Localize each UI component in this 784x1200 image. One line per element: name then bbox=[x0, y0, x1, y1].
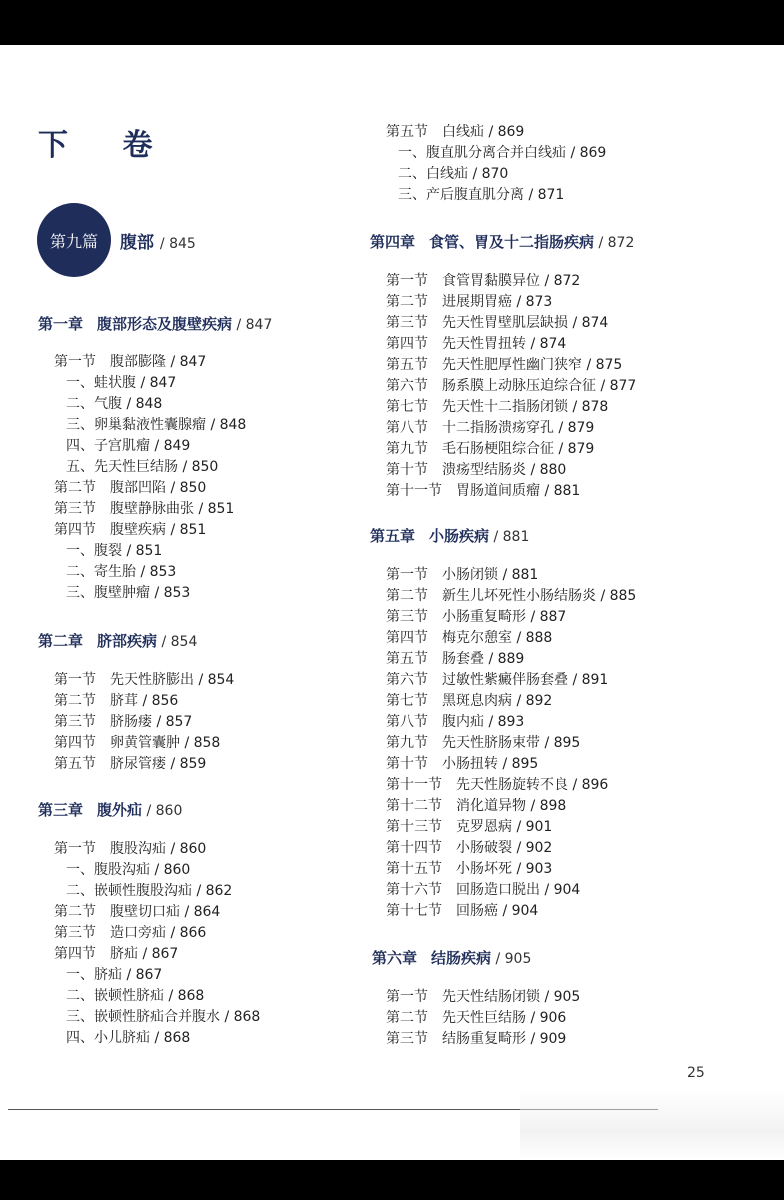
toc-entry bbox=[386, 1030, 566, 1048]
section-label: 第四节 bbox=[54, 946, 96, 962]
entry-text: 脐茸 / 856 bbox=[110, 693, 179, 709]
entry-text: 造口旁疝 / 866 bbox=[110, 925, 207, 941]
entry-text: 腹壁切口疝 / 864 bbox=[110, 904, 221, 920]
part-badge: 第九篇 bbox=[37, 203, 111, 277]
toc-entry bbox=[386, 419, 594, 437]
chapter-page: / 872 bbox=[594, 235, 635, 251]
toc-entry bbox=[386, 335, 566, 353]
section-label: 第六节 bbox=[386, 378, 428, 394]
section-label: 第三节 bbox=[54, 925, 96, 941]
entry-text: 二、嵌顿性腹股沟疝 / 862 bbox=[66, 883, 233, 899]
chapter-number: 第二章 bbox=[38, 632, 84, 650]
section-label: 第七节 bbox=[386, 399, 428, 415]
entry-text: 小肠破裂 / 902 bbox=[456, 840, 553, 856]
toc-entry bbox=[54, 840, 206, 858]
toc-entry bbox=[386, 440, 594, 458]
entry-text: 过敏性紫癜伴肠套叠 / 891 bbox=[442, 672, 609, 688]
section-label: 第三节 bbox=[386, 609, 428, 625]
section-label: 第七节 bbox=[386, 693, 428, 709]
entry-text: 小肠闭锁 / 881 bbox=[442, 567, 539, 583]
toc-entry bbox=[386, 314, 608, 332]
toc-entry bbox=[386, 482, 580, 500]
toc-entry bbox=[386, 608, 566, 626]
document-page bbox=[0, 45, 784, 1160]
toc-entry bbox=[54, 734, 220, 752]
section-label: 第四节 bbox=[386, 630, 428, 646]
chapter-page: / 881 bbox=[489, 529, 530, 545]
part-title bbox=[120, 228, 196, 253]
toc-entry bbox=[66, 374, 176, 392]
toc-entry bbox=[66, 1008, 260, 1026]
toc-entry bbox=[54, 353, 206, 371]
section-label: 第二节 bbox=[54, 904, 96, 920]
chapter-title: 腹外疝 bbox=[97, 801, 143, 819]
chapter-page: / 847 bbox=[232, 317, 273, 333]
section-label: 第四节 bbox=[386, 336, 428, 352]
section-label: 第十节 bbox=[386, 462, 428, 478]
part-title-text: 腹部 bbox=[120, 233, 154, 253]
entry-text: 进展期胃癌 / 873 bbox=[442, 294, 553, 310]
chapter-heading bbox=[370, 231, 634, 252]
entry-text: 食管胃黏膜异位 / 872 bbox=[442, 273, 581, 289]
chapter-title: 腹部形态及腹壁疾病 bbox=[97, 315, 233, 333]
toc-entry bbox=[386, 988, 580, 1006]
section-label: 第一节 bbox=[386, 989, 428, 1005]
toc-entry bbox=[386, 713, 524, 731]
section-label: 第四节 bbox=[54, 735, 96, 751]
toc-entry bbox=[386, 377, 636, 395]
toc-entry bbox=[386, 839, 552, 857]
section-label: 第三节 bbox=[54, 501, 96, 517]
chapter-number: 第一章 bbox=[38, 315, 84, 333]
entry-text: 三、嵌顿性脐疝合并腹水 / 868 bbox=[66, 1009, 261, 1025]
entry-text: 先天性巨结肠 / 906 bbox=[442, 1010, 567, 1026]
chapter-title: 食管、胃及十二指肠疾病 bbox=[429, 233, 595, 251]
entry-text: 四、小儿脐疝 / 868 bbox=[66, 1030, 191, 1046]
entry-text: 五、先天性巨结肠 / 850 bbox=[66, 459, 219, 475]
entry-text: 克罗恩病 / 901 bbox=[456, 819, 553, 835]
entry-text: 二、嵌顿性脐疝 / 868 bbox=[66, 988, 205, 1004]
chapter-title: 小肠疾病 bbox=[429, 527, 490, 545]
chapter-page: / 854 bbox=[157, 634, 198, 650]
toc-entry bbox=[66, 987, 204, 1005]
toc-entry bbox=[386, 797, 566, 815]
section-label: 第十六节 bbox=[386, 882, 442, 898]
toc-entry bbox=[398, 144, 606, 162]
toc-entry bbox=[386, 461, 566, 479]
toc-entry bbox=[54, 903, 220, 921]
entry-text: 小肠重复畸形 / 887 bbox=[442, 609, 567, 625]
section-label: 第二节 bbox=[54, 693, 96, 709]
section-label: 第三节 bbox=[386, 1031, 428, 1047]
toc-entry bbox=[398, 165, 508, 183]
entry-text: 先天性结肠闭锁 / 905 bbox=[442, 989, 581, 1005]
volume-title: 下 卷 bbox=[38, 128, 175, 163]
entry-text: 黑斑息肉病 / 892 bbox=[442, 693, 553, 709]
entry-text: 一、脐疝 / 867 bbox=[66, 967, 163, 983]
entry-text: 小肠扭转 / 895 bbox=[442, 756, 539, 772]
toc-entry bbox=[386, 776, 608, 794]
toc-entry bbox=[66, 882, 232, 900]
toc-entry bbox=[386, 272, 580, 290]
entry-text: 先天性胃壁肌层缺损 / 874 bbox=[442, 315, 609, 331]
entry-text: 腹部凹陷 / 850 bbox=[110, 480, 207, 496]
entry-text: 卵黄管囊肿 / 858 bbox=[110, 735, 221, 751]
chapter-title: 脐部疾病 bbox=[97, 632, 158, 650]
entry-text: 脐肠瘘 / 857 bbox=[110, 714, 193, 730]
bottom-black-band bbox=[0, 1160, 784, 1200]
section-label: 第十一节 bbox=[386, 483, 442, 499]
toc-entry bbox=[386, 671, 608, 689]
section-label: 第九节 bbox=[386, 735, 428, 751]
entry-text: 先天性十二指肠闭锁 / 878 bbox=[442, 399, 609, 415]
entry-text: 十二指肠溃疡穿孔 / 879 bbox=[442, 420, 595, 436]
entry-text: 梅克尔憩室 / 888 bbox=[442, 630, 553, 646]
entry-text: 一、腹股沟疝 / 860 bbox=[66, 862, 191, 878]
toc-entry bbox=[54, 479, 206, 497]
entry-text: 毛石肠梗阻综合征 / 879 bbox=[442, 441, 595, 457]
section-label: 第二节 bbox=[386, 588, 428, 604]
section-label: 第八节 bbox=[386, 420, 428, 436]
toc-entry bbox=[386, 398, 608, 416]
toc-entry bbox=[54, 924, 206, 942]
entry-text: 二、气腹 / 848 bbox=[66, 396, 163, 412]
entry-text: 先天性肠旋转不良 / 896 bbox=[456, 777, 609, 793]
chapter-title: 结肠疾病 bbox=[431, 949, 492, 967]
section-label: 第四节 bbox=[54, 522, 96, 538]
toc-entry bbox=[386, 293, 552, 311]
toc-entry bbox=[66, 861, 190, 879]
section-label: 第九节 bbox=[386, 441, 428, 457]
toc-entry bbox=[386, 881, 580, 899]
entry-text: 小肠坏死 / 903 bbox=[456, 861, 553, 877]
toc-entry bbox=[66, 395, 162, 413]
toc-entry bbox=[398, 186, 564, 204]
section-label: 第十节 bbox=[386, 756, 428, 772]
section-label: 第十四节 bbox=[386, 840, 442, 856]
chapter-number: 第三章 bbox=[38, 801, 84, 819]
toc-entry bbox=[54, 945, 178, 963]
entry-text: 胃肠道间质瘤 / 881 bbox=[456, 483, 581, 499]
toc-entry bbox=[54, 500, 234, 518]
toc-entry bbox=[386, 356, 622, 374]
section-label: 第二节 bbox=[386, 1010, 428, 1026]
toc-entry bbox=[66, 416, 246, 434]
toc-entry bbox=[386, 566, 538, 584]
toc-entry bbox=[386, 629, 552, 647]
chapter-page: / 860 bbox=[142, 803, 183, 819]
entry-text: 溃疡型结肠炎 / 880 bbox=[442, 462, 567, 478]
entry-text: 先天性脐肠束带 / 895 bbox=[442, 735, 581, 751]
section-label: 第一节 bbox=[54, 672, 96, 688]
section-label: 第二节 bbox=[54, 480, 96, 496]
entry-text: 肠套叠 / 889 bbox=[442, 651, 525, 667]
chapter-number: 第四章 bbox=[370, 233, 416, 251]
toc-entry bbox=[386, 692, 552, 710]
entry-text: 三、腹壁肿瘤 / 853 bbox=[66, 585, 191, 601]
chapter-page: / 905 bbox=[491, 951, 532, 967]
section-label: 第八节 bbox=[386, 714, 428, 730]
entry-text: 肠系膜上动脉压迫综合征 / 877 bbox=[442, 378, 637, 394]
entry-text: 腹壁静脉曲张 / 851 bbox=[110, 501, 235, 517]
section-label: 第十五节 bbox=[386, 861, 442, 877]
toc-entry bbox=[386, 860, 552, 878]
entry-text: 白线疝 / 869 bbox=[442, 124, 525, 140]
section-label: 第五节 bbox=[386, 651, 428, 667]
entry-text: 先天性胃扭转 / 874 bbox=[442, 336, 567, 352]
entry-text: 三、产后腹直肌分离 / 871 bbox=[398, 187, 565, 203]
entry-text: 回肠造口脱出 / 904 bbox=[456, 882, 581, 898]
toc-entry bbox=[54, 713, 192, 731]
entry-text: 消化道异物 / 898 bbox=[456, 798, 567, 814]
toc-entry bbox=[54, 521, 206, 539]
toc-entry bbox=[54, 671, 234, 689]
chapter-heading bbox=[372, 947, 531, 968]
toc-entry bbox=[386, 755, 538, 773]
photo-glare bbox=[520, 1090, 784, 1160]
toc-entry bbox=[66, 966, 162, 984]
chapter-heading bbox=[38, 630, 197, 651]
section-label: 第三节 bbox=[386, 315, 428, 331]
toc-entry bbox=[386, 1009, 566, 1027]
entry-text: 一、腹直肌分离合并白线疝 / 869 bbox=[398, 145, 607, 161]
entry-text: 二、白线疝 / 870 bbox=[398, 166, 509, 182]
section-label: 第五节 bbox=[386, 357, 428, 373]
entry-text: 先天性脐膨出 / 854 bbox=[110, 672, 235, 688]
entry-text: 结肠重复畸形 / 909 bbox=[442, 1031, 567, 1047]
toc-entry bbox=[386, 650, 524, 668]
toc-entry bbox=[66, 458, 218, 476]
section-label: 第一节 bbox=[386, 567, 428, 583]
toc-entry bbox=[386, 734, 580, 752]
section-label: 第二节 bbox=[386, 294, 428, 310]
chapter-heading bbox=[38, 799, 182, 820]
toc-entry bbox=[66, 542, 162, 560]
toc-entry bbox=[66, 584, 190, 602]
section-label: 第五节 bbox=[386, 124, 428, 140]
entry-text: 脐尿管瘘 / 859 bbox=[110, 756, 207, 772]
toc-entry bbox=[386, 902, 538, 920]
chapter-heading bbox=[38, 313, 272, 334]
toc-entry bbox=[386, 587, 636, 605]
toc-entry bbox=[386, 123, 524, 141]
entry-text: 二、寄生胎 / 853 bbox=[66, 564, 177, 580]
section-label: 第三节 bbox=[54, 714, 96, 730]
section-label: 第十二节 bbox=[386, 798, 442, 814]
entry-text: 腹壁疾病 / 851 bbox=[110, 522, 207, 538]
chapter-heading bbox=[370, 525, 529, 546]
toc-entry bbox=[54, 755, 206, 773]
section-label: 第十三节 bbox=[386, 819, 442, 835]
entry-text: 四、子宫肌瘤 / 849 bbox=[66, 438, 191, 454]
entry-text: 腹内疝 / 893 bbox=[442, 714, 525, 730]
section-label: 第一节 bbox=[386, 273, 428, 289]
toc-entry bbox=[66, 563, 176, 581]
section-label: 第十一节 bbox=[386, 777, 442, 793]
entry-text: 先天性肥厚性幽门狭窄 / 875 bbox=[442, 357, 623, 373]
page-number: 25 bbox=[687, 1065, 705, 1081]
entry-text: 一、蛙状腹 / 847 bbox=[66, 375, 177, 391]
section-label: 第一节 bbox=[54, 841, 96, 857]
entry-text: 腹股沟疝 / 860 bbox=[110, 841, 207, 857]
section-label: 第一节 bbox=[54, 354, 96, 370]
entry-text: 一、腹裂 / 851 bbox=[66, 543, 163, 559]
entry-text: 回肠癌 / 904 bbox=[456, 903, 539, 919]
entry-text: 新生儿坏死性小肠结肠炎 / 885 bbox=[442, 588, 637, 604]
entry-text: 腹部膨隆 / 847 bbox=[110, 354, 207, 370]
chapter-number: 第五章 bbox=[370, 527, 416, 545]
section-label: 第六节 bbox=[386, 672, 428, 688]
toc-entry bbox=[386, 818, 552, 836]
section-label: 第五节 bbox=[54, 756, 96, 772]
part-page: / 845 bbox=[159, 236, 196, 252]
toc-entry bbox=[66, 437, 190, 455]
toc-entry bbox=[66, 1029, 190, 1047]
entry-text: 三、卵巢黏液性囊腺瘤 / 848 bbox=[66, 417, 247, 433]
entry-text: 脐疝 / 867 bbox=[110, 946, 179, 962]
chapter-number: 第六章 bbox=[372, 949, 418, 967]
toc-entry bbox=[54, 692, 178, 710]
section-label: 第十七节 bbox=[386, 903, 442, 919]
